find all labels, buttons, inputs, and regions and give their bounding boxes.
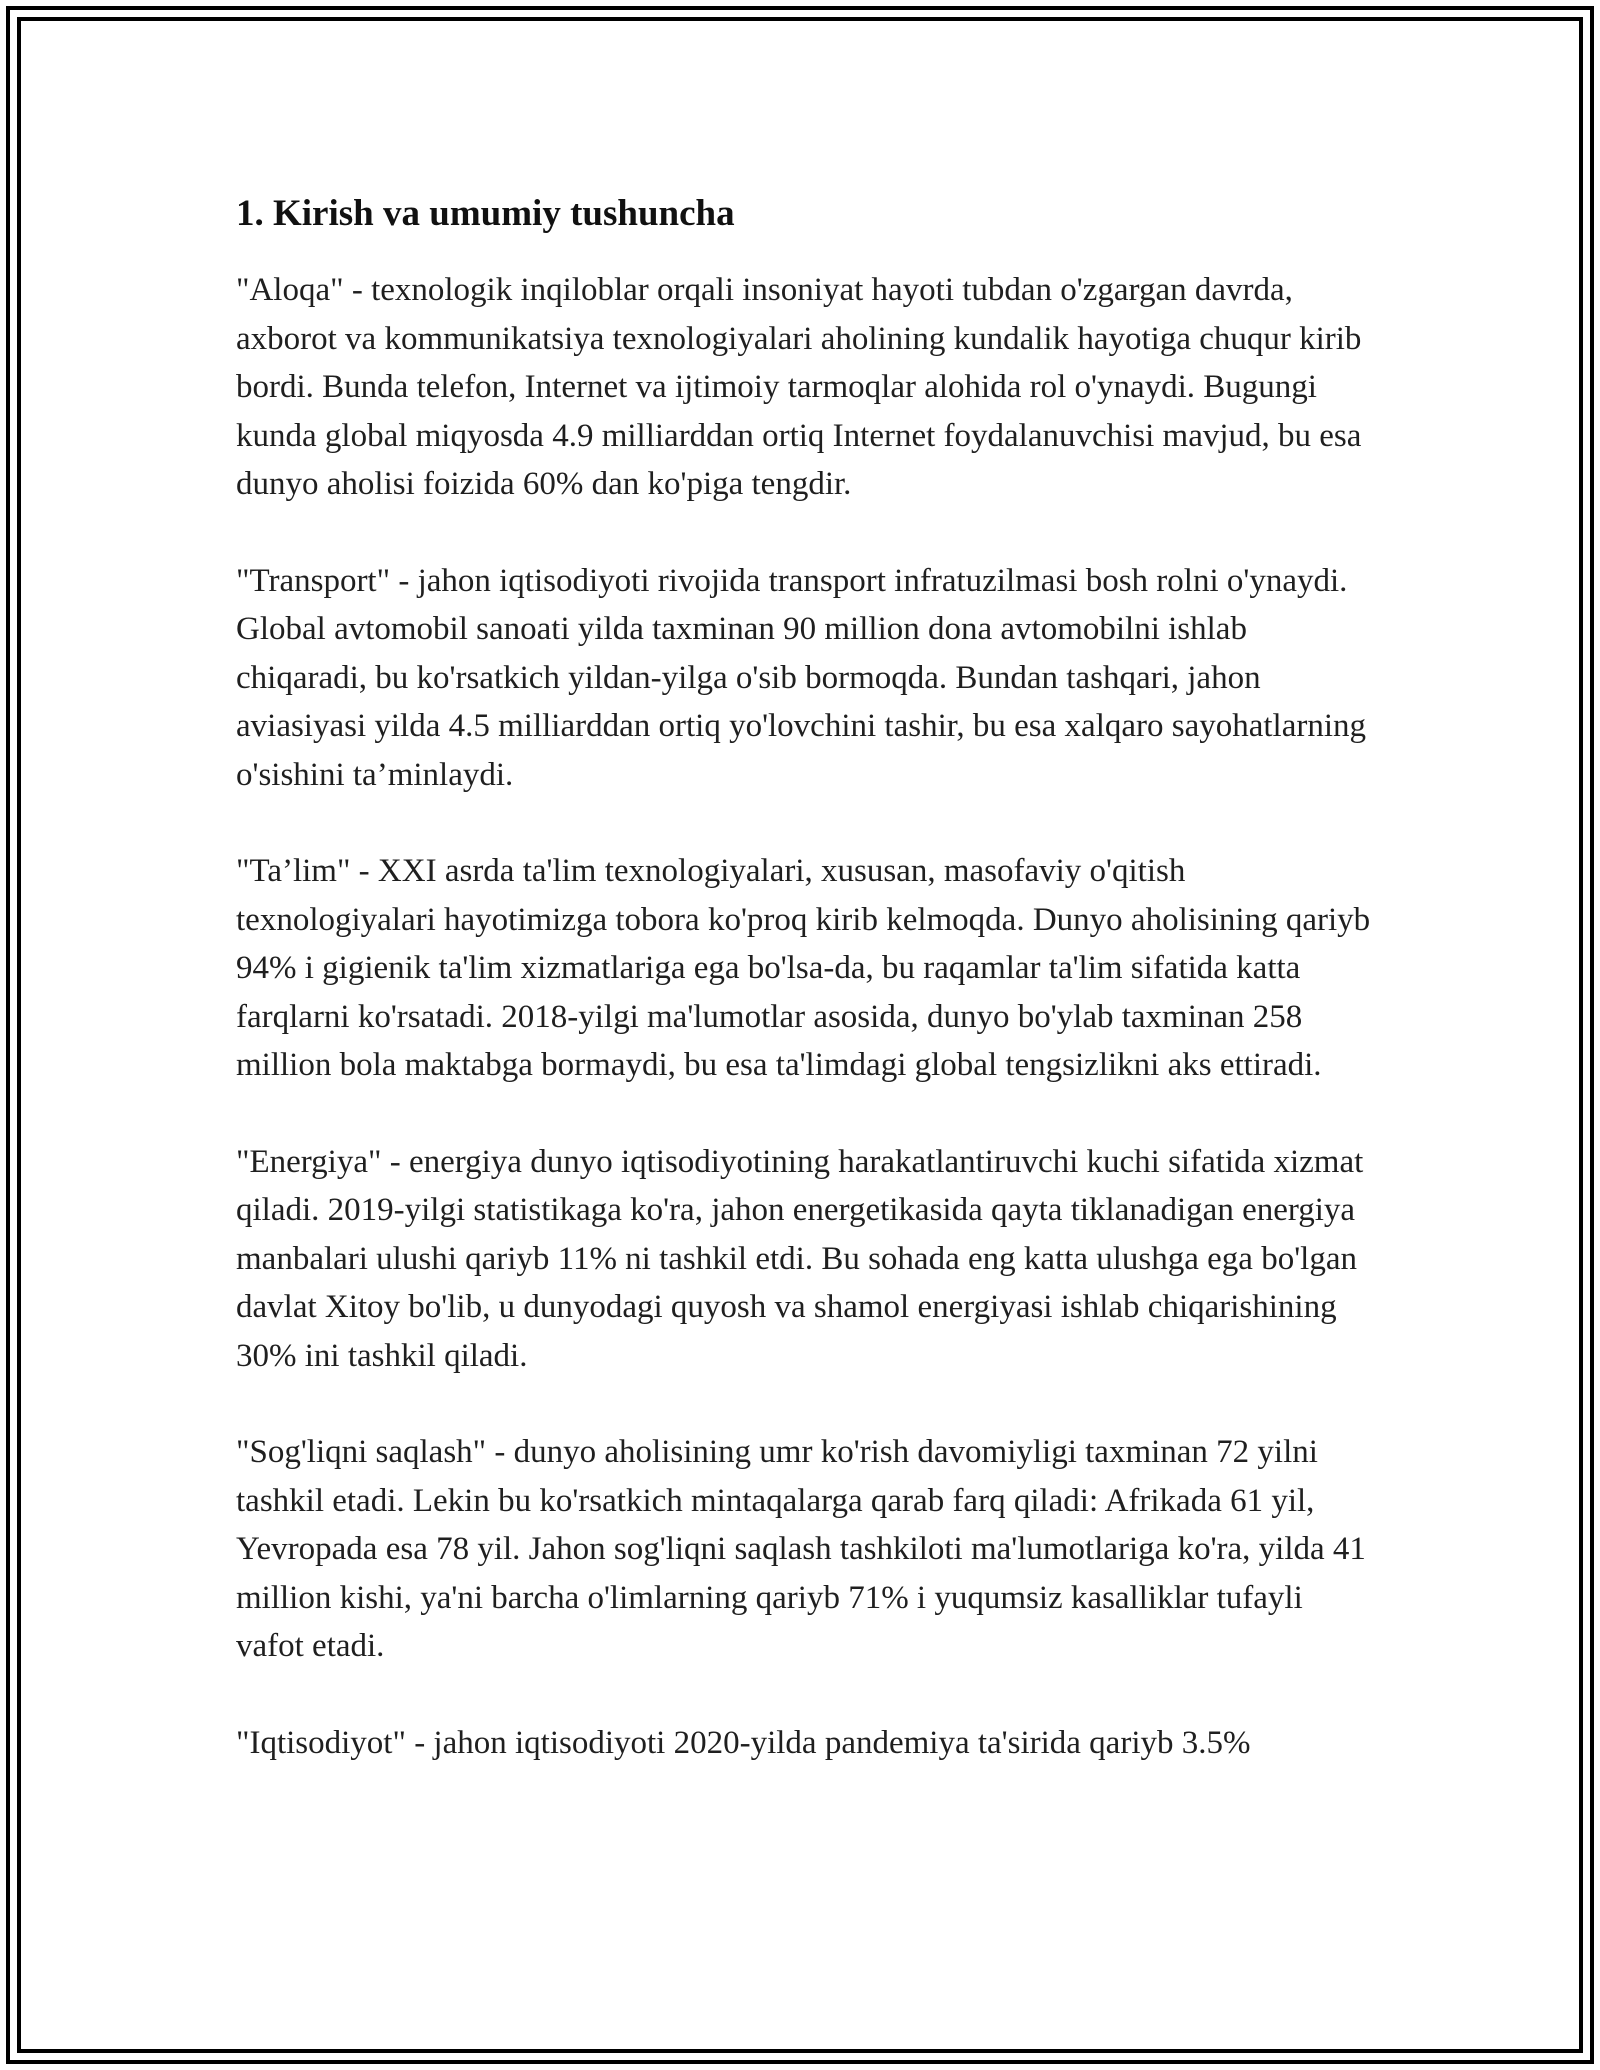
paragraph-energiya: "Energiya" - energiya dunyo iqtisodiyotining harakatlantiruvchi kuchi sifatida xizmat qiladi. 2019-yilgi statistikaga ko'ra, jahon energetikasida qayta tiklanadigan energiya manbalari ulushi qariyb 11% ni tashkil etdi. Bu sohada eng katta ulushga ega bo'lgan davlat Xitoy bo'lib, u dunyodagi quyosh va shamol energiyasi ishlab chiqarishining 30% ini tashkil qiladi. [236,1143,1364,1374]
paragraph-talim: "Ta’lim" - XXI asrda ta'lim texnologiyalari, xususan, masofaviy o'qitish texnologiyalari hayotimizga tobora ko'proq kirib kelmoqda. Dunyo aholisining qariyb 94% i gigienik ta'lim xizmatlariga ega bo'lsa-da, bu raqamlar ta'lim sifatida katta farqlarni ko'rsatadi. 2018-yilgi ma'lumotlar asosida, dunyo bo'ylab taxminan 258 million bola maktabga bormaydi, bu esa ta'limdagi global tengsizlikni aks ettiradi. [236,853,1371,1083]
document-body [236,186,1376,1767]
paragraph-sogliqni-saqlash: "Sog'liqni saqlash" - dunyo aholisining umr ko'rish davomiyligi taxminan 72 yilni tashkil etadi. Lekin bu ko'rsatkich mintaqalarga qarab farq qiladi: Afrikada 61 yil, Yevropada esa 78 yil. Jahon sog'liqni saqlash tashkiloti ma'lumotlariga ko'ra, yilda 41 million kishi, ya'ni barcha o'limlarning qariyb 71% i yuqumsiz kasalliklar tufayli vafot etadi. [236,1434,1366,1664]
paragraph-aloqa: "Aloqa" - texnologik inqiloblar orqali insoniyat hayoti tubdan o'zgargan davrda, axborot va kommunikatsiya texnologiyalari aholining kundalik hayotiga chuqur kirib bordi. Bunda telefon, Internet va ijtimoiy tarmoqlar alohida rol o'ynaydi. Bugungi kunda global miqyosda 4.9 milliarddan ortiq Internet foydalanuvchisi mavjud, bu esa dunyo aholisi foizida 60% dan ko'piga tengdir. [236,272,1362,502]
paragraph-iqtisodiyot: "Iqtisodiyot" - jahon iqtisodiyoti 2020-yilda pandemiya ta'sirida qariyb 3.5% [236,1724,1251,1761]
paragraph-transport: "Transport" - jahon iqtisodiyoti rivojida transport infratuzilmasi bosh rolni o'ynaydi. Global avtomobil sanoati yilda taxminan 90 million dona avtomobilni ishlab chiqaradi, bu ko'rsatkich yildan-yilga o'sib bormoqda. Bundan tashqari, jahon aviasiyasi yilda 4.5 milliarddan ortiq yo'lovchini tashir, bu esa xalqaro sayohatlarning o'sishini ta’minlaydi. [236,562,1367,793]
section-heading: 1. Kirish va umumiy tushuncha [236,193,735,234]
